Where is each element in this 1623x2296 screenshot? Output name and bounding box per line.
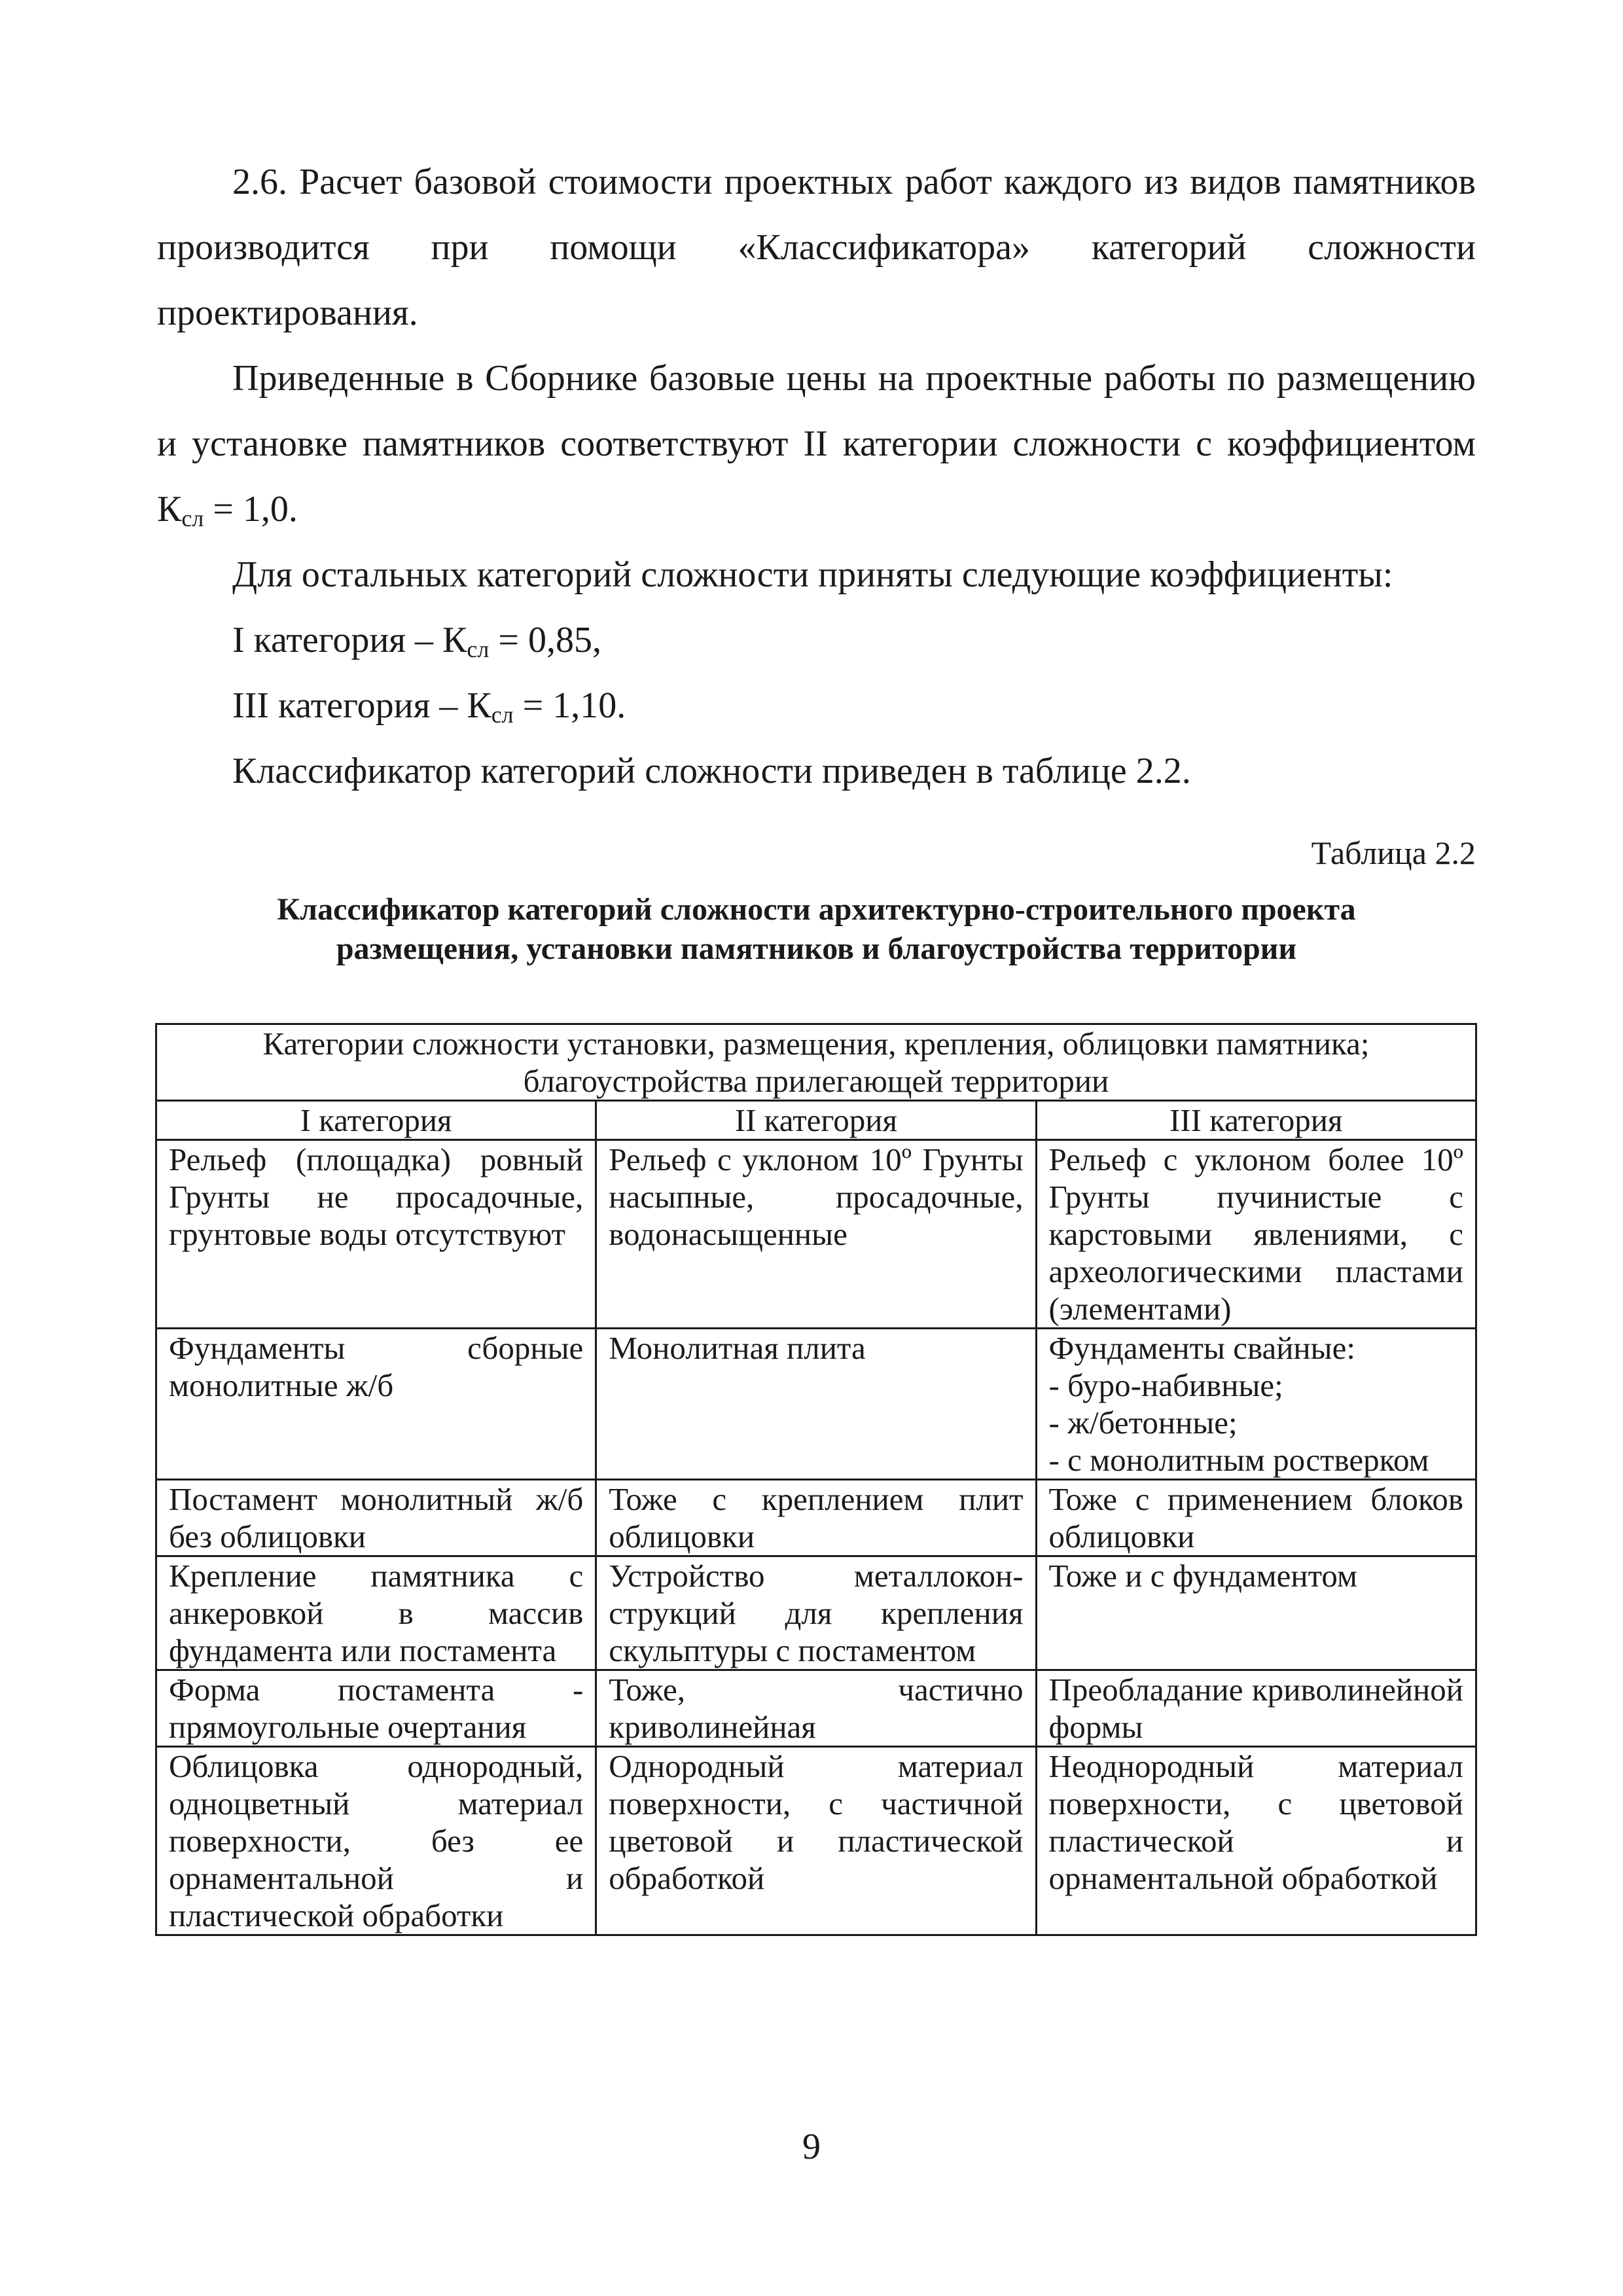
table-cell: Крепление памятника с анкеровкой в массив фундамента или постамента: [156, 1556, 596, 1670]
category-1-text: I категория – К: [232, 620, 467, 660]
column-header-category-1: I категория: [156, 1101, 596, 1140]
table-cell: Форма постамента - прямоугольные очертания: [156, 1670, 596, 1747]
cell-line: - буро-набивные;: [1048, 1367, 1283, 1403]
category-3-value: = 1,10.: [513, 685, 626, 726]
table-cell: Рельеф (площадка) ровный Грунты не просадочные, грунтовые воды отсутствуют: [156, 1140, 596, 1329]
paragraph-classifier-reference: Классификатор категорий сложности приведен в таблице 2.2.: [232, 751, 1191, 791]
table-cell: Рельеф с уклоном более 10º Грунты пучинистые с карстовыми явлениями, с археологическими пластами (элементами): [1036, 1140, 1476, 1329]
category-3-text: III категория – К: [232, 685, 491, 726]
table-cell: Неоднородный материал поверхности, с цветовой пластической и орнаментальной обработкой: [1036, 1747, 1476, 1935]
table-cell: Тоже, частично криволинейная: [596, 1670, 1036, 1747]
cell-line: Фундаменты свайные:: [1048, 1330, 1355, 1366]
table-title-line-2: размещения, установки памятников и благоустройства территории: [336, 931, 1297, 966]
table-cell: [1036, 1329, 1476, 1480]
category-3-coefficient: [232, 673, 626, 738]
table-main-header: [156, 1024, 1476, 1101]
table-cell: Постамент монолитный ж/б без облицовки: [156, 1480, 596, 1556]
table-main-header-line-2: благоустройства прилегающей территории: [523, 1063, 1109, 1099]
cell-line: - с монолитным ростверком: [1048, 1442, 1429, 1478]
table-cell: Тоже с применением блоков облицовки: [1036, 1480, 1476, 1556]
table-cell: Тоже и с фундаментом: [1036, 1556, 1476, 1670]
column-header-category-2: II категория: [596, 1101, 1036, 1140]
paragraph-base-prices: [157, 346, 1476, 542]
classifier-table: [155, 1023, 1477, 1936]
paragraph-base-prices-text: Приведенные в Сборнике базовые цены на проектные работы по размещению и установке памятников соответствуют II категории сложности с коэффициентом К: [157, 358, 1476, 529]
category-3-subscript: сл: [491, 702, 514, 728]
cell-line: - ж/бетонные;: [1048, 1405, 1238, 1441]
table-cell: Облицовка однородный, одноцветный материал поверхности, без ее орнаментальной и пластической обработки: [156, 1747, 596, 1935]
table-title-line-1: Классификатор категорий сложности архитектурно-строительного проекта: [277, 892, 1356, 927]
table-row: [156, 1670, 1476, 1747]
table-label: Таблица 2.2: [1311, 834, 1476, 871]
category-1-subscript: сл: [467, 636, 490, 662]
table-row: [156, 1747, 1476, 1935]
paragraph-other-categories: Для остальных категорий сложности приняты следующие коэффициенты:: [232, 554, 1393, 595]
table-cell: Тоже с креплением плит облицовки: [596, 1480, 1036, 1556]
table-row: [156, 1480, 1476, 1556]
table-cell: Устройство металлокон-струкций для крепления скульптуры с постаментом: [596, 1556, 1036, 1670]
table-main-header-line-1: Категории сложности установки, размещения, крепления, облицовки памятника;: [262, 1026, 1370, 1062]
table-cell: Рельеф с уклоном 10º Грунты насыпные, просадочные, водонасыщенные: [596, 1140, 1036, 1329]
paragraph-base-prices-end: = 1,0.: [204, 489, 298, 529]
table-title: [157, 890, 1476, 969]
category-1-coefficient: [232, 607, 601, 673]
table-cell: Преобладание криволинейной формы: [1036, 1670, 1476, 1747]
page-number: 9: [802, 2126, 821, 2167]
column-header-category-3: III категория: [1036, 1101, 1476, 1140]
table-row: [156, 1329, 1476, 1480]
table-row: [156, 1140, 1476, 1329]
table-header-row: [156, 1024, 1476, 1101]
coefficient-subscript: сл: [181, 505, 204, 531]
table-cell: Однородный материал поверхности, с частичной цветовой и пластической обработкой: [596, 1747, 1036, 1935]
table-column-header-row: [156, 1101, 1476, 1140]
paragraph-2-6: 2.6. Расчет базовой стоимости проектных работ каждого из видов памятников производится при помощи «Классификатора» категорий сложности проектирования.: [157, 162, 1476, 333]
table-cell: Монолитная плита: [596, 1329, 1036, 1480]
category-1-value: = 0,85,: [489, 620, 601, 660]
table-cell: Фундаменты сборные монолитные ж/б: [156, 1329, 596, 1480]
table-row: [156, 1556, 1476, 1670]
